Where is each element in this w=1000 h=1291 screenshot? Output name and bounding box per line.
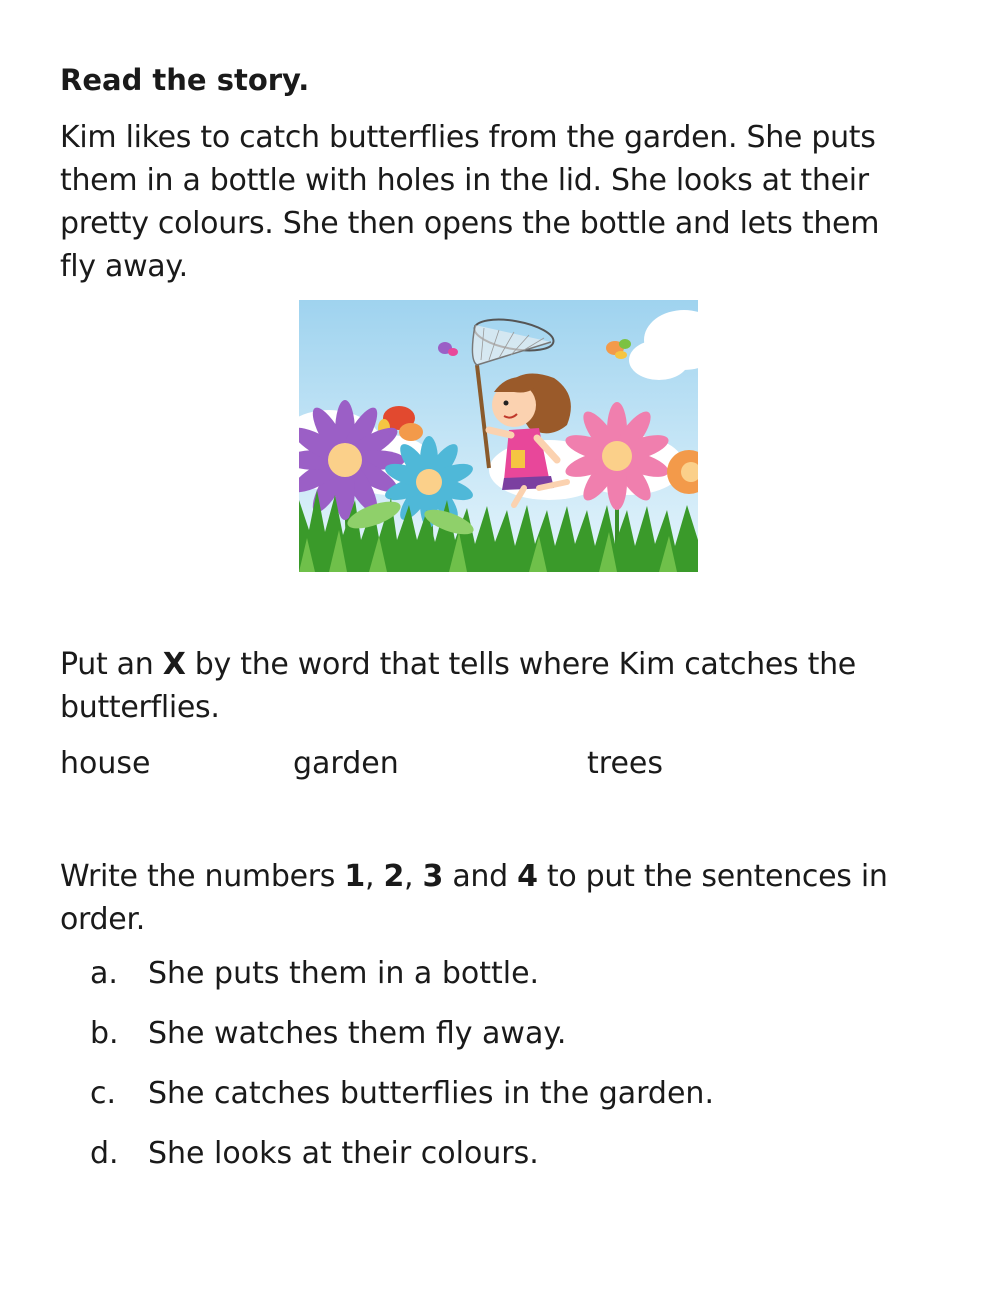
separator: and — [443, 859, 518, 894]
question-two-line: order. — [60, 902, 145, 937]
question-one — [60, 643, 960, 729]
sentence-text: She puts them in a bottle. — [148, 956, 540, 991]
sentence-text: She watches them fly away. — [148, 1016, 567, 1051]
sentence-text: She catches butterflies in the garden. — [148, 1076, 714, 1111]
question-one-line — [60, 643, 960, 686]
sentence-letter: d. — [90, 1136, 119, 1171]
question-two — [60, 855, 960, 941]
worksheet-heading: Read the story. — [60, 63, 310, 97]
sentence-item[interactable] — [90, 1134, 539, 1174]
separator: , — [404, 859, 423, 894]
question-two-text: to put the sentences in — [537, 859, 888, 894]
sentence-item[interactable] — [90, 954, 539, 994]
question-one-text: by the word that tells where Kim catches the — [185, 647, 856, 682]
bold-x-mark: X — [162, 647, 186, 682]
girl-catching-butterflies-illustration — [299, 300, 698, 572]
sentence-letter: b. — [90, 1016, 119, 1051]
question-one-line: butterflies. — [60, 690, 220, 725]
number-four: 4 — [517, 859, 538, 894]
sentence-letter: a. — [90, 956, 118, 991]
option-trees[interactable]: trees — [587, 746, 663, 781]
option-house[interactable]: house — [60, 746, 151, 781]
story-line: Kim likes to catch butterflies from the garden. She puts — [60, 120, 876, 155]
number-three: 3 — [422, 859, 444, 894]
sentence-letter: c. — [90, 1076, 117, 1111]
option-garden[interactable]: garden — [293, 746, 399, 781]
sentence-item[interactable] — [90, 1074, 714, 1114]
story-line: pretty colours. She then opens the bottle and lets them — [60, 206, 880, 241]
sentence-text: She looks at their colours. — [148, 1136, 539, 1171]
number-two: 2 — [383, 859, 405, 894]
story-line: them in a bottle with holes in the lid. She looks at their — [60, 163, 869, 198]
story-paragraph — [60, 116, 960, 288]
number-one: 1 — [344, 859, 365, 894]
sentence-item[interactable] — [90, 1014, 566, 1054]
question-two-text: Write the numbers — [60, 859, 345, 894]
question-two-line — [60, 855, 960, 898]
separator: , — [364, 859, 384, 894]
question-one-text: Put an — [60, 647, 163, 682]
story-line: fly away. — [60, 249, 188, 284]
